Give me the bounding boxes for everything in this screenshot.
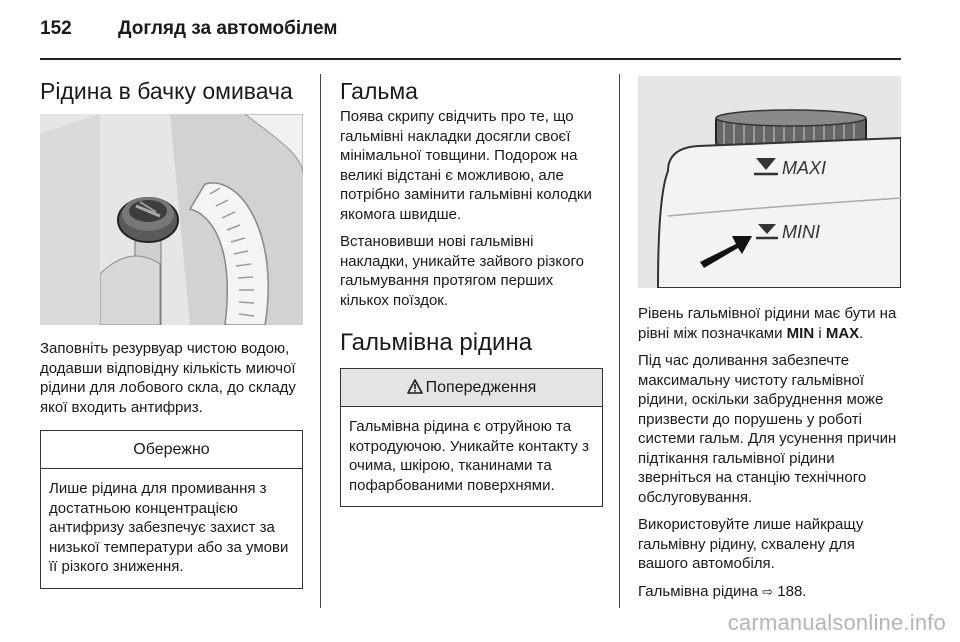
watermark: carmanualsonline.info xyxy=(727,610,946,635)
min-mark-text: MIN xyxy=(786,324,815,342)
brake-fluid-reservoir-drawing xyxy=(638,76,901,288)
caution-title: Обережно xyxy=(41,431,302,469)
brake-fluid-crossref: Гальмівна рідина ⇨ 188. xyxy=(638,582,807,600)
warning-header xyxy=(341,369,602,407)
caution-box xyxy=(40,430,303,589)
column-washer-fluid xyxy=(40,74,303,589)
page-title: Догляд за автомобілем xyxy=(118,18,338,39)
column-brakes xyxy=(340,74,603,507)
page-header xyxy=(40,14,900,46)
header-rule xyxy=(40,58,901,60)
max-mark-label: MAXI xyxy=(782,158,827,178)
warning-text: Гальмівна рідина є отруйною та котродуючою. Уникайте контакту з очима, шкірою, тканинами та пофарбованими поверхнями. xyxy=(349,418,589,494)
brakes-paragraph-1: Поява скрипу свідчить про те, що гальмівні накладки досягли своєї мінімальної товщини. Подорож на великі відстані є можливою, але потрібно замінити гальмівні колодки якомога швидше. xyxy=(340,108,592,223)
washer-reservoir-drawing xyxy=(40,114,303,325)
warning-box xyxy=(340,368,603,507)
column-brake-fluid-level xyxy=(638,74,901,602)
section-heading-brake-fluid: Гальмівна рідина xyxy=(340,329,533,356)
brake-fluid-reservoir-illustration xyxy=(638,76,901,288)
crossref-arrow-icon: ⇨ xyxy=(762,584,774,600)
washer-fluid-instructions: Заповніть резурвуар чистою водою, додавши відповідну кількість миючої рідини для лобового скла, до складу якої входить антифриз. xyxy=(40,340,296,416)
column-separator-2 xyxy=(619,74,620,608)
page-number: 152 xyxy=(40,18,72,39)
max-mark-text: MAX xyxy=(825,324,860,342)
caution-text: Лише рідина для промивання з достатньою концентрацією антифризу забезпечує захист за низької температури або за умови її різкого зниження. xyxy=(49,480,289,575)
brake-fluid-quality-paragraph: Використовуйте лише найкращу гальмівну рідину, схвалену для вашого автомобіля. xyxy=(638,516,864,572)
brakes-paragraph-2: Встановивши нові гальмівні накладки, уникайте зайвого різкого гальмування протягом перших кількох поїздок. xyxy=(340,233,584,309)
brake-fluid-topup-paragraph: Під час доливання забезпечте максимальну чистоту гальмівної рідини, оскільки забруднення може призвести до порушень у роботі системи гальм. Для усунення причин підтікання гальмівної рідини зверніться на станцію технічного обслуговування. xyxy=(638,352,897,506)
crossref-page-link[interactable]: 188. xyxy=(777,582,807,600)
section-heading-brakes: Гальма xyxy=(340,78,418,104)
min-mark-label: MINI xyxy=(782,222,820,242)
brake-fluid-level-paragraph: Рівень гальмівної рідини має бути на рівні між позначками MIN і MAX. xyxy=(638,305,897,342)
washer-reservoir-illustration xyxy=(40,114,303,325)
warning-title: Попередження xyxy=(425,379,537,396)
column-separator-1 xyxy=(320,74,321,608)
section-heading-washer-fluid: Рідина в бачку омивача xyxy=(40,78,293,104)
warning-triangle-icon xyxy=(407,379,423,394)
